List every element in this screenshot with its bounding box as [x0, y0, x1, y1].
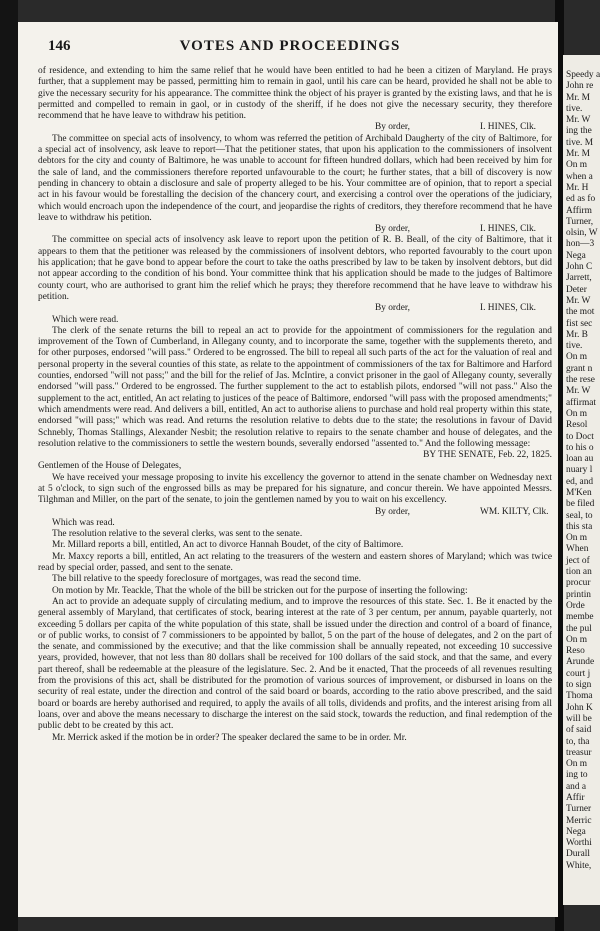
paragraph: Which were read.	[52, 314, 119, 325]
right-column-line: olsin, W	[566, 228, 598, 239]
right-column-line: printin	[566, 589, 591, 600]
right-column-line: procur	[566, 578, 591, 589]
right-column-line: when a	[566, 171, 593, 182]
right-column-lines	[566, 70, 600, 872]
signature-line	[38, 507, 552, 518]
right-column-line: Affir	[566, 793, 585, 803]
right-column-line: to, tha	[566, 736, 590, 747]
right-column-line: seal, to	[566, 510, 593, 521]
right-column-line: Deter	[566, 284, 587, 295]
right-column-line: to sign	[566, 680, 592, 691]
right-column-line: affirmat	[566, 397, 597, 408]
paragraph: Which was read.	[52, 517, 115, 528]
right-column-line: and a	[566, 781, 587, 792]
signature-by-order: By order,	[374, 506, 410, 517]
right-column-line: tive.	[566, 341, 583, 352]
signature-by-order: By order,	[374, 224, 410, 235]
right-column-line: be filed	[566, 499, 595, 510]
right-column-line: John C	[566, 262, 593, 273]
right-column-line: Nega	[566, 250, 586, 261]
right-column-line: tion an	[566, 567, 592, 578]
right-column-line: Turner	[566, 804, 592, 815]
right-column-line: nuary l	[566, 465, 593, 476]
signature-line	[38, 224, 552, 235]
right-column-line: On m	[566, 759, 588, 770]
right-column-line: the mot	[566, 307, 595, 318]
right-column-line: court j	[566, 668, 591, 679]
right-column-line: Mr. M	[566, 92, 590, 103]
right-column-line: fist sec	[566, 318, 593, 329]
right-column-line: When	[566, 544, 589, 555]
right-column-line: this sta	[566, 521, 593, 532]
right-column-line: Reso	[566, 646, 585, 657]
signature-clerk: WM. KILTY, Clk.	[480, 506, 549, 517]
right-column-line: Mr. H	[566, 182, 589, 193]
right-column-line: to Doct	[566, 431, 594, 442]
right-column-line: Mr. B	[566, 329, 588, 340]
paragraph: The bill relative to the speedy foreclosure of mortgages, was read the second time.	[52, 574, 362, 585]
left-page	[18, 22, 558, 917]
right-column-line: Worthi	[566, 838, 592, 849]
right-column-line: ject of	[566, 555, 590, 566]
paragraph	[38, 733, 552, 744]
right-column-line: White,	[566, 860, 592, 871]
right-column-line: Resol	[566, 420, 588, 431]
signature-clerk: I. HINES, Clk.	[480, 122, 536, 133]
signature-by-order: By order,	[374, 303, 410, 314]
right-column-line: Nega	[566, 826, 586, 837]
page-header	[30, 38, 550, 58]
paragraph: The clerk of the senate returns the bill to repeal an act to provide for the appointment of commissioners for the regulation and improvement of the Town of Cumberland, in Allegany county, and to incorporate the same, together with the supplements thereto, and for other purposes, endorsed "will pass." Ordered to be engrossed. The bill to repeal all such parts of the act for the valuation of real and personal property in the several counties of this state, as relate to the appointment of commissioners of the tax for Baltimore and Harford counties, endorsed "will not pass;" and the bill for the relief of Jas. McIntire, a convict prisoner in the gaol of Allegany county, severally endorsed "will pass." Ordered to be engrossed. The further supplement to the act to establish pilots, endorsed "will not pass." Also the supplement to the act, entitled, An act relating to justices of the peace of Baltimore, endorsed "will pass with the proposed amendments;" which amendments were read. And delivers a bill, entitled, An act to authorise aliens to purchase and hold real property within this state, endorsed "will pass;" which was read. And returns the resolution relative to debts due to the state; the resolutions in favour of David Schnebly, Thomas Stallings, Alexander Nesbit; the resolution relative to repairs to the senate chamber and house of delegates, and the resolution relative to the commissioners to settle the western bounds, severally endorsed "assented to." And the following message:	[38, 325, 552, 449]
right-column-line: membe	[566, 612, 594, 623]
paragraph: of residence, and extending to him the same relief that he would have been entitled to had he been a citizen of Maryland. He prays further, that a supplement may be passed, permitting him to remain in gaol, until his care can be heard, provided he shall not be able to give the necessary security for his appearance. The committee think the object of his prayer is granted by the existing laws, and that he is permitted and compelled to remain in gaol, or in custody of the sheriff, if he does not give the necessary security, they therefore recommend that he have leave to withdraw his petition.	[38, 66, 552, 122]
right-column-line: to his o	[566, 442, 594, 453]
signature-clerk: I. HINES, Clk.	[480, 224, 536, 235]
right-column-line: On m	[566, 160, 588, 171]
right-column-line: Merric	[566, 815, 592, 826]
signature-by-order: By order,	[374, 122, 410, 133]
right-column-line: Orde	[566, 600, 585, 611]
signature-clerk: I. HINES, Clk.	[480, 303, 536, 314]
paragraph: The resolution relative to the several clerks, was sent to the senate.	[52, 529, 303, 540]
right-column-line: treasur	[566, 747, 592, 758]
right-column-line: Mr. W	[566, 295, 591, 306]
salutation: Gentlemen of the House of Delegates,	[38, 461, 182, 472]
right-column-line: will be	[566, 713, 592, 724]
right-column-line: loan au	[566, 454, 594, 465]
right-column-line: tive. M	[566, 137, 594, 148]
right-column-line: Mr. M	[566, 149, 590, 160]
paragraph: An act to provide an adequate supply of circulating medium, and to improve the resources of this state. Sec. 1. Be it enacted by the general assembly of Maryland, that certificates of stock, bearing interest at the rate of 3 per centum, per annum, payable quarterly, not exceeding 5 dollars per capita of the white population of this state, shall be issued under the direction and control of a board of finance, or of public works, to consist of 7 commissioners to be appointed by ballot, 5 on the part of the house of delegates, and 2 on the part of the senate, and commissioned by the executive; and that the like commission shall be annually repeated, not exceeding 10 successive years, provided, however, that not less than 80 dollars shall be received for 100 dollars of the said stock, and that the same, and every part thereof, shall be redeemable at the pleasure of the legislature. Sec. 2. And be it enacted, That the proceeds of all revenues resulting from the provisions of this act, shall be distributed for the promotion of various sources of improvement, or disbursed in loans on the security of real estate, under the direction and control of the said board or boards, according to the ratio above prescribed, and the said board or boards are hereby authorised and required, to apply the avails of all tolls, dividends and profits, and the interest arising from all loans, over and above the means necessary to discharge the interest on the said stock, towards the reduction, and final redemption of the public debt to be created by this act.	[38, 596, 552, 732]
right-column-line: the pul	[566, 623, 592, 634]
paragraph: We have received your message proposing to invite his excellency the governor to attend in the senate chamber on Wednesday next at 5 o'clock, to sign such of the engrossed bills as may be prepared for his signature, and concur therein. We have appointed Messrs. Tilghman and Miller, on the part of the senate, to join the gentlemen named by you to wait on his excellency.	[38, 472, 552, 506]
right-column-line: Durall	[566, 849, 590, 860]
right-column-line: ed, and	[566, 476, 594, 487]
right-column-line: ed as fo	[566, 194, 596, 205]
paragraph: On motion by Mr. Teackle, That the whole of the bill be stricken out for the purpose of inserting the following:	[52, 585, 468, 596]
right-column-line: John K	[566, 702, 593, 713]
paragraph-text: Mr. Merrick asked if the motion be in order? The speaker declared the same to be in order.	[52, 732, 392, 743]
right-column-line: On m	[566, 352, 588, 363]
right-column-line: On m	[566, 634, 588, 645]
page-number: 146	[48, 38, 71, 54]
signature-line	[38, 303, 552, 314]
right-column-line: ing to	[566, 770, 588, 781]
right-column-line: of said	[566, 725, 592, 736]
right-column-line: ing the	[566, 126, 592, 137]
right-column-line: Affirm	[566, 205, 592, 216]
senate-heading: BY THE SENATE, Feb. 22, 1825.	[423, 450, 552, 461]
right-page-fragment	[563, 55, 600, 905]
paragraph: The committee on special acts of insolvency ask leave to report upon the petition of R. B. Beall, of the city of Baltimore, that it appears to them that the petitioner was released by the commissioners of insolvent debtors, who reported favourably to the court upon his application; that he gave bond to appear before the court to take the oaths prescribed by law to be taken by insolvent debtors, but did not appear according to the condition of his bond. Your committee think that his application should be made to the judges of Baltimore county court, who are authorised to grant him the relief which he prays; they therefore recommend that he have leave to withdraw his petition.	[38, 235, 552, 302]
right-column-line: hon—3	[566, 239, 595, 250]
right-column-line: the rese	[566, 375, 595, 386]
right-column-line: On m	[566, 533, 588, 544]
page-body	[38, 66, 552, 744]
running-title: VOTES AND PROCEEDINGS	[179, 38, 401, 54]
right-column-line: tive.	[566, 103, 583, 114]
paragraph-tail: Mr.	[393, 732, 407, 743]
right-column-line: Mr. W	[566, 115, 591, 126]
right-column-line: Speedy a	[566, 70, 600, 80]
signature-line	[38, 122, 552, 133]
paragraph: The committee on special acts of insolvency, to whom was referred the petition of Archibald Daugherty of the city of Baltimore, for a special act of insolvency, ask leave to report—That the petitioner states, that upon his application to the commissioners of insolvent debtors for the city and county of Baltimore, he was unable to account for fifteen hundred dollars, which had been received by him for the sale of land, and the commissioners therefore reported unfavourable to the court; he further states, that a bill of discovery is now pending in chancery to obtain a disclosure and sale of property alleged to be his. Your committee are of opinion, that to report a special act in his favour would be forestalling the decision of the chancery court, and exercising a control over the operations of the judiciary, which would encroach upon the independence of the court, and jeopardise the rights of creditors, they therefore recommend that he have leave to withdraw his petition.	[38, 133, 552, 223]
right-column-line: grant n	[566, 363, 593, 374]
right-column-line: John re	[566, 81, 594, 92]
right-column-line: Jarrett,	[566, 273, 592, 284]
right-column-line: Mr. W	[566, 386, 591, 397]
scan-shadow-left	[0, 0, 18, 931]
right-column-line: Arunde	[566, 657, 595, 668]
right-column-line: Thoma	[566, 691, 593, 702]
right-column-line: Turner,	[566, 216, 594, 227]
paragraph: Mr. Maxcy reports a bill, entitled, An act relating to the treasurers of the western and eastern shores of Maryland; which was twice read by special order, passed, and sent to the senate.	[38, 551, 552, 574]
paragraph: Mr. Millard reports a bill, entitled, An act to divorce Hannah Boudet, of the city of Baltimore.	[52, 540, 404, 551]
right-column-line: M'Ken	[566, 487, 592, 498]
right-column-line: On m	[566, 408, 588, 419]
